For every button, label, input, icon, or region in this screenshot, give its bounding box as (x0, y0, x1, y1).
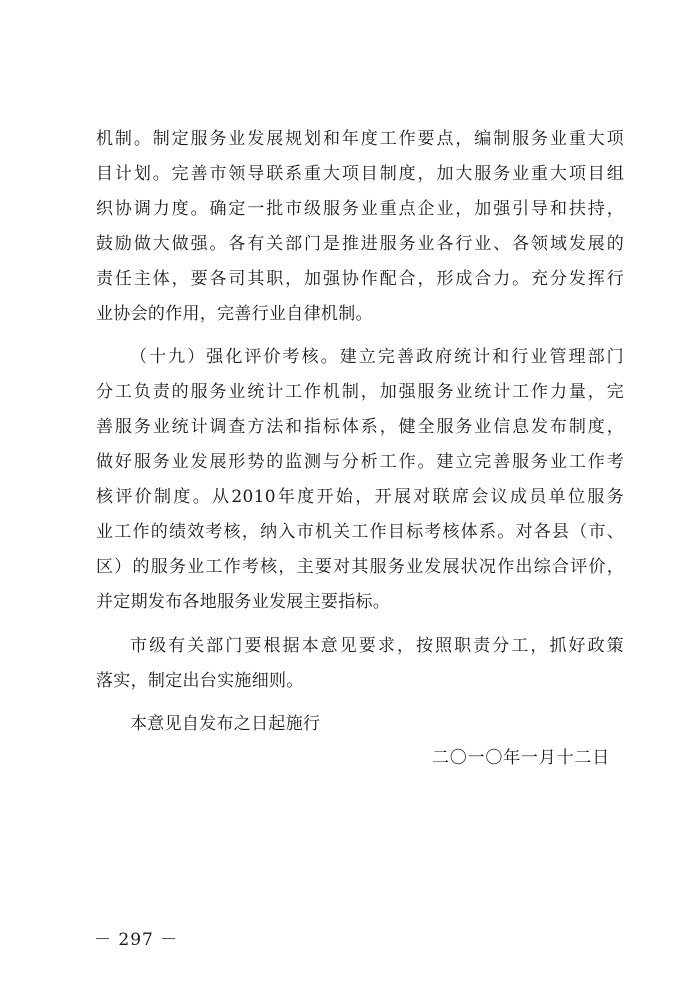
paragraph-line: 做好服务业发展形势的监测与分析工作。建立完善服务业工作考 (96, 452, 624, 472)
paragraph-line: 并定期发布各地服务业发展主要指标。 (96, 592, 391, 612)
paragraph-line: 业协会的作用，完善行业自律机制。 (96, 304, 373, 324)
paragraph-line: 分工负责的服务业统计工作机制，加强服务业统计工作力量，完 (96, 382, 624, 402)
paragraph-line: 业工作的绩效考核，纳入市机关工作目标考核体系。对各县（市、 (96, 522, 624, 542)
paragraph-line: 区）的服务业工作考核，主要对其服务业发展状况作出综合评价， (96, 557, 624, 577)
paragraph-line: 市级有关部门要根据本意见要求，按照职责分工，抓好政策 (130, 636, 624, 656)
paragraph-line: 机制。制定服务业发展规划和年度工作要点，编制服务业重大项 (96, 129, 624, 149)
paragraph-line: 落实，制定出台实施细则。 (96, 671, 304, 691)
paragraph-line: 鼓励做大做强。各有关部门是推进服务业各行业、各领域发展的 (96, 234, 624, 254)
paragraph-line: 织协调力度。确定一批市级服务业重点企业，加强引导和扶持， (96, 199, 624, 219)
paragraph-line: 核评价制度。从2010年度开始，开展对联席会议成员单位服务 (96, 487, 624, 507)
paragraph-line: 本意见自发布之日起施行 (130, 714, 321, 734)
paragraph-line: 善服务业统计调查方法和指标体系，健全服务业信息发布制度， (96, 417, 624, 437)
document-date: 二〇一〇年一月十二日 (432, 748, 610, 768)
paragraph-line: （十九）强化评价考核。建立完善政府统计和行业管理部门 (130, 347, 624, 367)
paragraph-line: 目计划。完善市领导联系重大项目制度，加大服务业重大项目组 (96, 164, 624, 184)
page-number: － 297 － (94, 930, 179, 950)
paragraph-line: 责任主体，要各司其职，加强协作配合，形成合力。充分发挥行 (96, 269, 624, 289)
